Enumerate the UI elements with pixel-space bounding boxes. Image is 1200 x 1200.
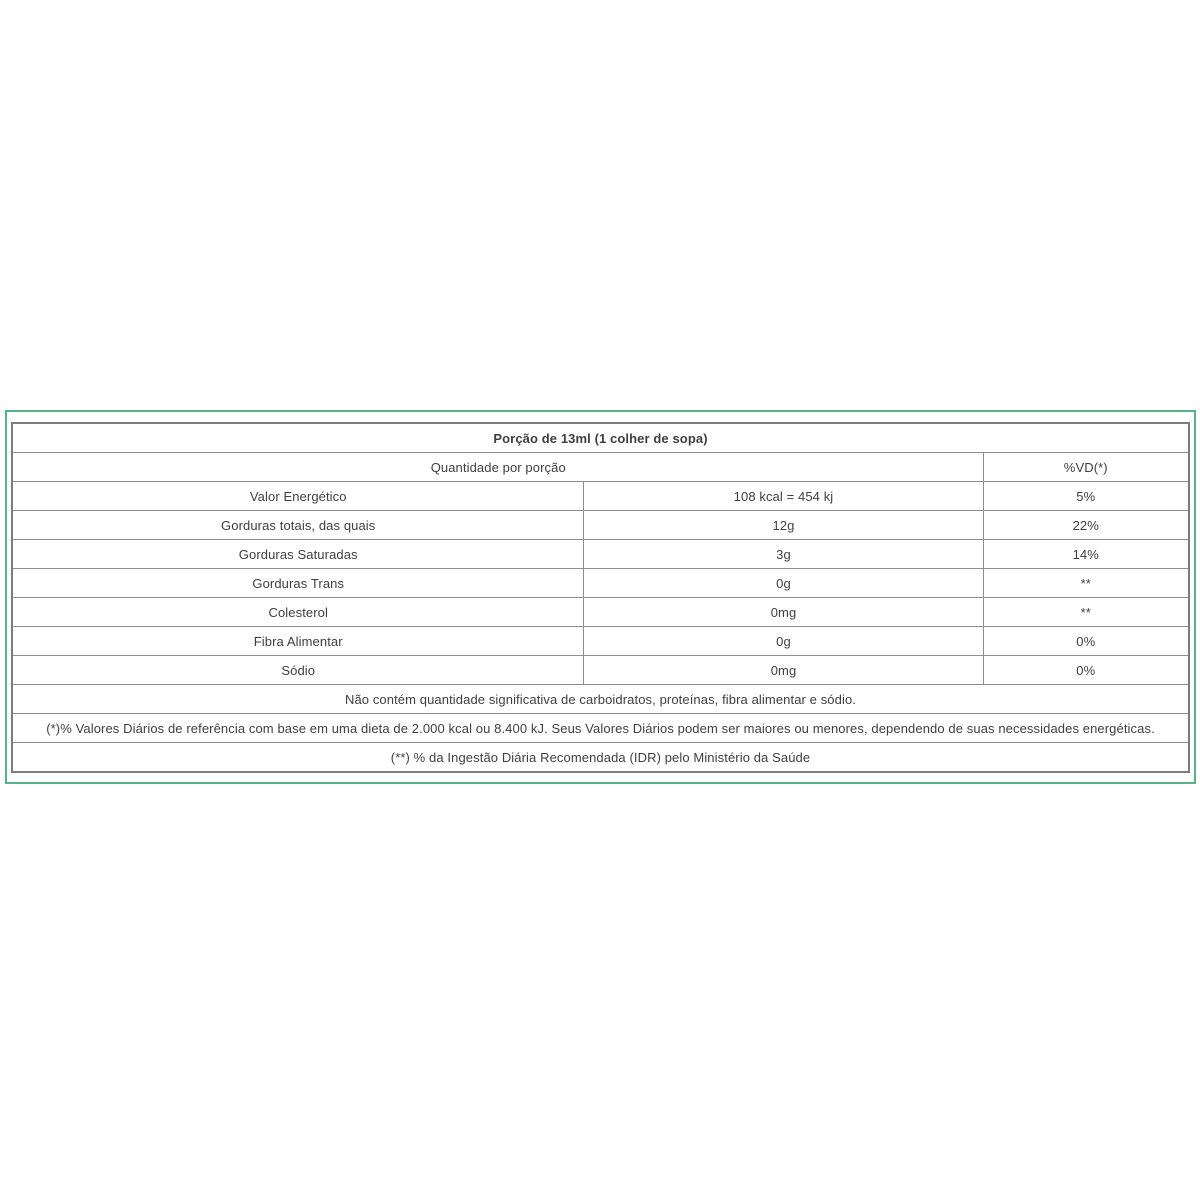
table-row-cholesterol <box>12 598 1188 627</box>
daily-value-header: %VD(*) <box>983 453 1188 482</box>
nutrient-label: Sódio <box>12 656 583 685</box>
nutrient-daily-value: 22% <box>983 511 1188 540</box>
serving-size-header: Porção de 13ml (1 colher de sopa) <box>12 423 1188 453</box>
nutrient-daily-value: 14% <box>983 540 1188 569</box>
quantity-per-serving-header: Quantidade por porção <box>12 453 983 482</box>
nutrient-daily-value: ** <box>983 598 1188 627</box>
table-row-note-idr <box>12 743 1188 773</box>
note-idr-ministry: (**) % da Ingestão Diária Recomendada (IDR) pelo Ministério da Saúde <box>12 743 1188 773</box>
nutrient-label: Gorduras totais, das quais <box>12 511 583 540</box>
nutrient-amount: 0mg <box>583 598 983 627</box>
table-row-note-daily-values <box>12 714 1188 743</box>
table-row-note-insignificant <box>12 685 1188 714</box>
table-row-total-fat <box>12 511 1188 540</box>
nutrient-label: Valor Energético <box>12 482 583 511</box>
nutrient-label: Gorduras Saturadas <box>12 540 583 569</box>
nutrient-daily-value: 5% <box>983 482 1188 511</box>
note-daily-values-reference: (*)% Valores Diários de referência com base em uma dieta de 2.000 kcal ou 8.400 kJ. Seus Valores Diários podem ser maiores ou menores, dependendo de suas necessidades energéticas. <box>12 714 1188 743</box>
table-row-serving <box>12 423 1188 453</box>
note-insignificant-amounts: Não contém quantidade significativa de carboidratos, proteínas, fibra alimentar e sódio. <box>12 685 1188 714</box>
table-row-saturated-fat <box>12 540 1188 569</box>
nutrient-amount: 3g <box>583 540 983 569</box>
table-row-sodium <box>12 656 1188 685</box>
table-row-energy <box>12 482 1188 511</box>
nutrient-amount: 108 kcal = 454 kj <box>583 482 983 511</box>
nutrition-table <box>11 422 1189 773</box>
nutrient-amount: 0g <box>583 627 983 656</box>
nutrient-daily-value: ** <box>983 569 1188 598</box>
nutrient-amount: 0mg <box>583 656 983 685</box>
nutrient-label: Fibra Alimentar <box>12 627 583 656</box>
nutrient-label: Gorduras Trans <box>12 569 583 598</box>
nutrition-table-frame <box>5 410 1196 784</box>
table-row-fiber <box>12 627 1188 656</box>
nutrient-daily-value: 0% <box>983 627 1188 656</box>
table-row-trans-fat <box>12 569 1188 598</box>
table-row-column-headers <box>12 453 1188 482</box>
nutrient-daily-value: 0% <box>983 656 1188 685</box>
nutrient-label: Colesterol <box>12 598 583 627</box>
nutrient-amount: 12g <box>583 511 983 540</box>
nutrient-amount: 0g <box>583 569 983 598</box>
